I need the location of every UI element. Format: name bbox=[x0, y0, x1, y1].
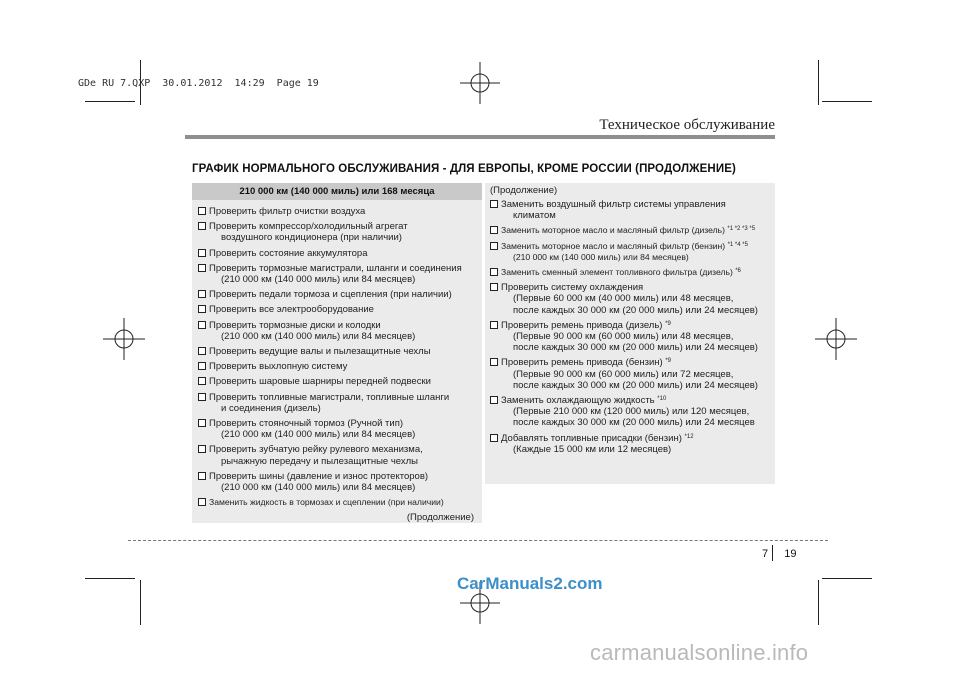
checklist-item-detail: (Первые 90 000 км (60 000 миль) или 48 месяцев, bbox=[513, 331, 734, 343]
checklist-item-text: Проверить состояние аккумулятора bbox=[209, 247, 368, 259]
footnote-ref: *9 bbox=[665, 320, 671, 327]
registration-mark-icon bbox=[103, 318, 145, 360]
divider bbox=[128, 540, 828, 541]
checklist-item bbox=[198, 248, 482, 259]
checkbox-square-icon bbox=[198, 321, 206, 329]
page-title: ГРАФИК НОРМАЛЬНОГО ОБСЛУЖИВАНИЯ - ДЛЯ ЕВРОПЫ, КРОМЕ РОССИИ (ПРОДОЛЖЕНИЕ) bbox=[192, 163, 736, 175]
checklist-item-detail: (Первые 60 000 км (40 000 миль) или 48 месяцев, bbox=[513, 293, 734, 305]
checklist-item bbox=[198, 346, 482, 357]
checklist-item bbox=[198, 376, 482, 387]
page-number-value: 19 bbox=[784, 548, 797, 560]
checkbox-square-icon bbox=[490, 200, 498, 208]
checkbox-square-icon bbox=[490, 396, 498, 404]
checklist-item bbox=[198, 497, 482, 508]
checklist-item-text: Проверить выхлопную систему bbox=[209, 361, 348, 373]
checkbox-square-icon bbox=[490, 358, 498, 366]
checklist-item-text: Проверить топливные магистрали, топливные шланги bbox=[209, 391, 450, 403]
checklist-item-text: Заменить моторное масло и масляный фильтр (бензин) bbox=[501, 240, 726, 251]
footnote-ref: *6 bbox=[735, 268, 741, 275]
checklist-item-text: Проверить педали тормоза и сцепления (при наличии) bbox=[209, 289, 452, 301]
checkbox-square-icon bbox=[490, 283, 498, 291]
checklist-item-text: Проверить стояночный тормоз (Ручной тип) bbox=[209, 418, 404, 430]
left-continued-label: (Продолжение) bbox=[406, 512, 474, 523]
checklist-item-text: Проверить компрессор/холодильный агрегат bbox=[209, 221, 408, 233]
chapter-number: 7 bbox=[762, 548, 769, 560]
checklist-item-text: Заменить сменный элемент топливного фильтра (дизель) bbox=[501, 267, 733, 278]
checklist-item-text: Проверить ремень привода (дизель) bbox=[501, 319, 663, 331]
footnote-ref: *1 *2 *3 *5 bbox=[727, 226, 756, 233]
checklist-item bbox=[198, 289, 482, 300]
crop-mark bbox=[85, 101, 135, 102]
checklist-item-detail: после каждых 30 000 км (20 000 миль) или 24 месяцев bbox=[513, 417, 755, 429]
checklist-item-text: Добавлять топливные присадки (бензин) bbox=[501, 432, 682, 444]
checklist-item-detail: (Первые 210 000 км (120 000 миль) или 120 месяцев, bbox=[513, 406, 750, 418]
registration-mark-icon bbox=[455, 62, 505, 104]
checklist-item-text: Проверить тормозные магистрали, шланги и соединения bbox=[209, 262, 462, 274]
checkbox-square-icon bbox=[198, 222, 206, 230]
checklist-item bbox=[198, 304, 482, 315]
checklist-item-text: Проверить фильтр очистки воздуха bbox=[209, 206, 366, 217]
checklist-item-detail: (Первые 90 000 км (60 000 миль) или 72 месяцев, bbox=[513, 368, 734, 380]
checklist-item-detail: после каждых 30 000 км (20 000 миль) или 24 месяцев) bbox=[513, 379, 758, 391]
checklist-item-text: Проверить ведущие валы и пылезащитные чехлы bbox=[209, 346, 431, 358]
checklist-item bbox=[198, 206, 482, 217]
crop-mark bbox=[818, 580, 819, 625]
checkbox-square-icon bbox=[198, 393, 206, 401]
checklist-item-detail: (210 000 км (140 000 миль) или 84 месяцев) bbox=[221, 429, 416, 441]
checklist-item bbox=[198, 444, 482, 466]
crop-mark bbox=[818, 60, 819, 105]
checklist-item-detail: (Каждые 15 000 км или 12 месяцев) bbox=[513, 443, 672, 455]
checklist-item bbox=[198, 418, 482, 440]
checklist-item bbox=[490, 225, 780, 236]
checklist-item-detail: рычажную передачу и пылезащитные чехлы bbox=[221, 455, 418, 467]
crop-mark bbox=[822, 101, 872, 102]
right-checklist bbox=[490, 199, 780, 459]
footnote-ref: *9 bbox=[665, 358, 671, 365]
footnote-ref: *10 bbox=[657, 396, 667, 403]
section-title: Техническое обслуживание bbox=[599, 117, 775, 133]
registration-mark-icon bbox=[815, 318, 857, 360]
checkbox-square-icon bbox=[490, 226, 498, 234]
checkbox-square-icon bbox=[490, 268, 498, 276]
checkbox-square-icon bbox=[198, 377, 206, 385]
checklist-item-text: Заменить охлаждающую жидкость bbox=[501, 395, 655, 407]
left-column-header: 210 000 км (140 000 миль) или 168 месяца bbox=[192, 183, 482, 200]
checklist-item bbox=[198, 392, 482, 414]
checkbox-square-icon bbox=[198, 498, 206, 506]
checklist-item bbox=[198, 471, 482, 493]
checklist-item bbox=[490, 357, 780, 391]
checklist-item bbox=[198, 263, 482, 285]
checklist-item-detail: и соединения (дизель) bbox=[221, 402, 321, 414]
checkbox-square-icon bbox=[198, 305, 206, 313]
checkbox-square-icon bbox=[198, 347, 206, 355]
crop-mark bbox=[85, 578, 135, 579]
checkbox-square-icon bbox=[198, 207, 206, 215]
footnote-ref: *1 *4 *5 bbox=[727, 241, 748, 248]
checklist-item-detail: (210 000 км (140 000 миль) или 84 месяцев) bbox=[221, 482, 416, 494]
checkbox-square-icon bbox=[490, 434, 498, 442]
checklist-item-text: Проверить тормозные диски и колодки bbox=[209, 319, 381, 331]
checklist-item-detail: (210 000 км (140 000 миль) или 84 месяцев) bbox=[221, 274, 416, 286]
checklist-item-text: Проверить ремень привода (бензин) bbox=[501, 357, 663, 369]
checklist-item bbox=[490, 282, 780, 316]
checklist-item-detail: после каждых 30 000 км (20 000 миль) или 24 месяцев) bbox=[513, 342, 758, 354]
checklist-item-text: Заменить воздушный фильтр системы управления bbox=[501, 199, 726, 210]
checkbox-square-icon bbox=[490, 321, 498, 329]
print-header: GDe RU 7.QXP 30.01.2012 14:29 Page 19 bbox=[78, 78, 319, 89]
checklist-item-detail: (210 000 км (140 000 миль) или 84 месяцев) bbox=[513, 251, 689, 262]
checklist-item bbox=[198, 320, 482, 342]
checklist-item-detail: климатом bbox=[513, 210, 556, 222]
checklist-item bbox=[198, 221, 482, 243]
checklist-item-text: Проверить шаровые шарниры передней подвески bbox=[209, 376, 431, 388]
checkbox-square-icon bbox=[198, 362, 206, 370]
section-rule bbox=[185, 135, 775, 139]
checkbox-square-icon bbox=[198, 249, 206, 257]
checkbox-square-icon bbox=[198, 264, 206, 272]
checklist-item-text: Проверить шины (давление и износ протекторов) bbox=[209, 470, 429, 482]
checklist-item-text: Заменить моторное масло и масляный фильтр (дизель) bbox=[501, 225, 725, 236]
checklist-item-text: Заменить жидкость в тормозах и сцеплении (при наличии) bbox=[209, 497, 444, 508]
checkbox-square-icon bbox=[490, 242, 498, 250]
footnote-ref: *12 bbox=[684, 433, 694, 440]
checklist-item bbox=[490, 433, 780, 455]
checklist-item-text: Проверить все электрооборудование bbox=[209, 304, 374, 316]
checkbox-square-icon bbox=[198, 445, 206, 453]
crop-mark bbox=[140, 580, 141, 625]
crop-mark bbox=[822, 578, 872, 579]
checkbox-square-icon bbox=[198, 290, 206, 298]
checkbox-square-icon bbox=[198, 419, 206, 427]
checklist-item-detail: воздушного кондиционера (при наличии) bbox=[221, 232, 402, 244]
checklist-item bbox=[490, 395, 780, 429]
left-checklist bbox=[198, 206, 482, 512]
checklist-item bbox=[490, 241, 780, 263]
checklist-item bbox=[490, 320, 780, 354]
page-number bbox=[762, 548, 797, 560]
checklist-item-text: Проверить зубчатую рейку рулевого механизма, bbox=[209, 444, 423, 456]
checklist-item bbox=[490, 199, 780, 221]
checklist-item bbox=[198, 361, 482, 372]
right-continued-label: (Продолжение) bbox=[490, 185, 558, 196]
page-number-separator bbox=[772, 545, 773, 561]
watermark-carmanuals2: CarManuals2.com bbox=[457, 574, 603, 593]
checklist-item-detail: после каждых 30 000 км (20 000 миль) или 24 месяцев) bbox=[513, 304, 758, 316]
checklist-item bbox=[490, 267, 780, 278]
checklist-item-detail: (210 000 км (140 000 миль) или 84 месяцев) bbox=[221, 330, 416, 342]
checkbox-square-icon bbox=[198, 472, 206, 480]
watermark-carmanualsonline: carmanualsonline.info bbox=[590, 640, 809, 665]
checklist-item-text: Проверить систему охлаждения bbox=[501, 282, 644, 294]
